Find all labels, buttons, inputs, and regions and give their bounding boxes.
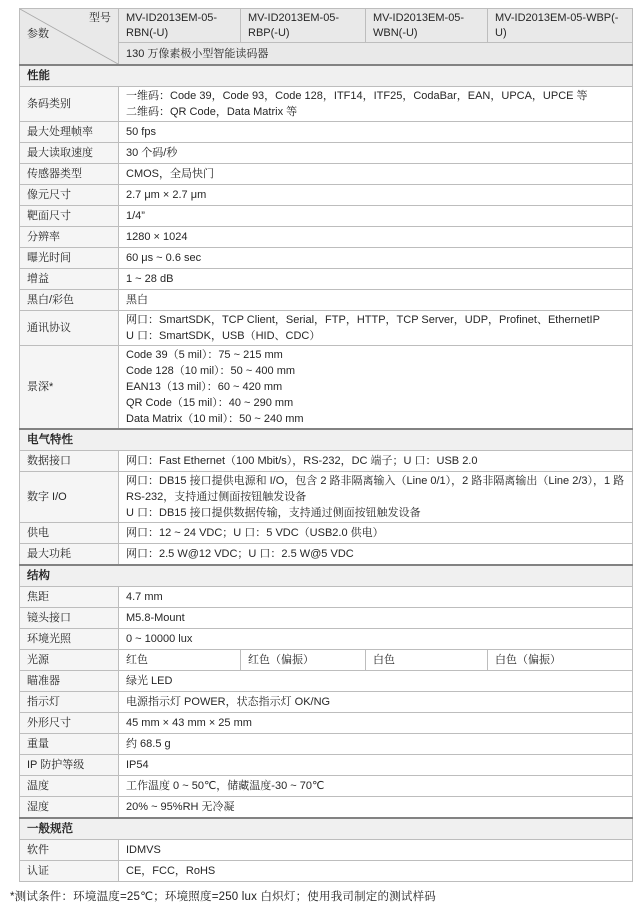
param-value-cell [119, 608, 633, 629]
value-line: U 口：SmartSDK，USB（HID、CDC） [126, 330, 321, 342]
value-line: 0 ~ 10000 lux [126, 633, 193, 645]
param-value-cell [119, 734, 633, 755]
corner-cell [20, 9, 119, 66]
param-name-cell: 黑白/彩色 [20, 290, 119, 311]
value-line: 黑白 [126, 294, 148, 306]
model-name: MV-ID2013EM-05-WBN(-U) [366, 9, 488, 43]
value-line: QR Code（15 mil）：40 ~ 290 mm [126, 397, 294, 409]
param-name-cell: 软件 [20, 840, 119, 861]
spec-row [20, 143, 633, 164]
param-value-cell [119, 776, 633, 797]
param-value-cell [119, 544, 633, 566]
value-line: EAN13（13 mil）：60 ~ 420 mm [126, 381, 283, 393]
param-value-cell [119, 311, 633, 346]
param-name-cell: 外形尺寸 [20, 713, 119, 734]
param-name-cell: 增益 [20, 269, 119, 290]
spec-row [20, 227, 633, 248]
param-name-cell: 焦距 [20, 587, 119, 608]
param-value-cell [119, 713, 633, 734]
param-value-cell [119, 523, 633, 544]
model-name: MV-ID2013EM-05-RBP(-U) [241, 9, 366, 43]
param-value-cell [119, 227, 633, 248]
param-name-cell: 通讯协议 [20, 311, 119, 346]
param-value-cell [119, 87, 633, 122]
param-value-cell [119, 164, 633, 185]
spec-row [20, 861, 633, 882]
spec-row [20, 185, 633, 206]
param-name-cell: 曝光时间 [20, 248, 119, 269]
spec-row [20, 840, 633, 861]
value-line: 绿光 LED [126, 675, 173, 687]
param-name-cell: 条码类别 [20, 87, 119, 122]
param-name-cell: IP 防护等级 [20, 755, 119, 776]
param-value-cell: 红色 [119, 650, 241, 671]
param-name-cell: 镜头接口 [20, 608, 119, 629]
param-name-cell: 最大读取速度 [20, 143, 119, 164]
param-value-cell [119, 122, 633, 143]
corner-param-label: 参数 [27, 28, 49, 40]
param-value-cell [119, 671, 633, 692]
param-value-cell [119, 346, 633, 430]
param-name-cell: 供电 [20, 523, 119, 544]
spec-row [20, 692, 633, 713]
spec-row [20, 311, 633, 346]
value-line: 二维码：QR Code，Data Matrix 等 [126, 106, 298, 118]
value-line: CMOS，全局快门 [126, 168, 214, 180]
value-line: 1280 × 1024 [126, 231, 188, 243]
param-value-cell [119, 797, 633, 819]
model-header-row [20, 9, 633, 43]
spec-row [20, 269, 633, 290]
value-line: Data Matrix（10 mil）：50 ~ 240 mm [126, 413, 304, 425]
model-name: MV-ID2013EM-05-RBN(-U) [119, 9, 241, 43]
spec-row [20, 472, 633, 523]
spec-row [20, 206, 633, 227]
param-name-cell: 温度 [20, 776, 119, 797]
value-line: 电源指示灯 POWER，状态指示灯 OK/NG [126, 696, 331, 708]
spec-row [20, 797, 633, 819]
param-name-cell: 数字 I/O [20, 472, 119, 523]
param-value-cell [119, 269, 633, 290]
value-line: IDMVS [126, 844, 161, 856]
value-line: Code 39（5 mil）：75 ~ 215 mm [126, 349, 283, 361]
param-name-cell: 认证 [20, 861, 119, 882]
spec-row [20, 713, 633, 734]
datasheet-page [0, 8, 639, 903]
param-value-cell: 白色（偏振） [488, 650, 633, 671]
param-name-cell: 分辨率 [20, 227, 119, 248]
param-name-cell: 靶面尺寸 [20, 206, 119, 227]
value-line: M5.8-Mount [126, 612, 185, 624]
value-line: 1/4” [126, 210, 145, 222]
param-name-cell: 像元尺寸 [20, 185, 119, 206]
spec-row [20, 629, 633, 650]
value-line: 工作温度 0 ~ 50℃，储藏温度-30 ~ 70℃ [126, 780, 325, 792]
value-line: 4.7 mm [126, 591, 163, 603]
param-value-cell [119, 206, 633, 227]
section-header-row [20, 429, 633, 451]
param-value-cell [119, 840, 633, 861]
spec-row [20, 122, 633, 143]
section-header-row [20, 65, 633, 87]
spec-row [20, 523, 633, 544]
param-value-cell [119, 629, 633, 650]
value-line: 网口：12 ~ 24 VDC；U 口：5 VDC（USB2.0 供电） [126, 527, 384, 539]
value-line: CE，FCC，RoHS [126, 865, 216, 877]
value-line: 45 mm × 43 mm × 25 mm [126, 717, 252, 729]
spec-row [20, 776, 633, 797]
section-header-row [20, 818, 633, 840]
param-value-cell [119, 861, 633, 882]
test-conditions-footnote: *测试条件：环境温度=25℃；环境照度=250 lux 白炽灯；使用我司制定的测试样码 [10, 891, 436, 903]
spec-row [20, 87, 633, 122]
spec-row [20, 346, 633, 430]
param-value-cell [119, 290, 633, 311]
param-name-cell: 环境光照 [20, 629, 119, 650]
value-line: 30 个码/秒 [126, 147, 178, 159]
param-value-cell [119, 472, 633, 523]
spec-row [20, 248, 633, 269]
section-title: 结构 [20, 565, 633, 587]
value-line: 一维码：Code 39，Code 93，Code 128，ITF14，ITF25，CodaBar，EAN，UPCA，UPCE 等 [126, 90, 588, 102]
value-line: 网口：DB15 接口提供电源和 I/O，包含 2 路非隔离输入（Line 0/1），2 路非隔离输出（Line 2/3），1 路 RS-232，支持通过侧面按钮触发设备 [126, 475, 625, 503]
param-value-cell [119, 451, 633, 472]
value-line: 50 fps [126, 126, 156, 138]
spec-row [20, 544, 633, 566]
value-line: 60 μs ~ 0.6 sec [126, 252, 202, 264]
param-name-cell: 湿度 [20, 797, 119, 819]
spec-row [20, 650, 633, 671]
param-name-cell: 数据接口 [20, 451, 119, 472]
spec-row [20, 587, 633, 608]
spec-row [20, 671, 633, 692]
spec-row [20, 164, 633, 185]
value-line: 约 68.5 g [126, 738, 171, 750]
value-line: 网口：SmartSDK，TCP Client，Serial，FTP，HTTP，TCP Server，UDP，Profinet、EthernetIP [126, 314, 600, 326]
param-value-cell [119, 587, 633, 608]
param-value-cell [119, 755, 633, 776]
model-name: MV-ID2013EM-05-WBP(-U) [488, 9, 633, 43]
value-line: 1 ~ 28 dB [126, 273, 174, 285]
spec-row [20, 451, 633, 472]
param-value-cell [119, 692, 633, 713]
param-value-cell [119, 248, 633, 269]
value-line: 20% ~ 95%RH 无冷凝 [126, 801, 235, 813]
spec-row [20, 608, 633, 629]
param-name-cell: 传感器类型 [20, 164, 119, 185]
param-value-cell: 白色 [366, 650, 488, 671]
spec-row [20, 755, 633, 776]
param-name-cell: 光源 [20, 650, 119, 671]
value-line: 网口：Fast Ethernet（100 Mbit/s），RS-232，DC 端子；U 口：USB 2.0 [126, 455, 478, 467]
param-name-cell: 景深* [20, 346, 119, 430]
product-description: 130 万像素极小型智能读码器 [119, 43, 633, 66]
value-line: U 口：DB15 接口提供数据传输，支持通过侧面按钮触发设备 [126, 507, 421, 519]
param-name-cell: 最大处理帧率 [20, 122, 119, 143]
param-name-cell: 重量 [20, 734, 119, 755]
value-line: Code 128（10 mil）：50 ~ 400 mm [126, 365, 296, 377]
param-name-cell: 指示灯 [20, 692, 119, 713]
section-title: 电气特性 [20, 429, 633, 451]
param-value-cell: 红色（偏振） [241, 650, 366, 671]
param-name-cell: 瞄准器 [20, 671, 119, 692]
spec-row [20, 290, 633, 311]
value-line: 网口：2.5 W@12 VDC；U 口：2.5 W@5 VDC [126, 548, 354, 560]
param-name-cell: 最大功耗 [20, 544, 119, 566]
value-line: IP54 [126, 759, 149, 771]
param-value-cell [119, 143, 633, 164]
spec-table [19, 8, 633, 882]
section-title: 性能 [20, 65, 633, 87]
value-line: 2.7 μm × 2.7 μm [126, 189, 207, 201]
param-value-cell [119, 185, 633, 206]
spec-row [20, 734, 633, 755]
section-title: 一般规范 [20, 818, 633, 840]
section-header-row [20, 565, 633, 587]
corner-model-label: 型号 [89, 12, 111, 24]
